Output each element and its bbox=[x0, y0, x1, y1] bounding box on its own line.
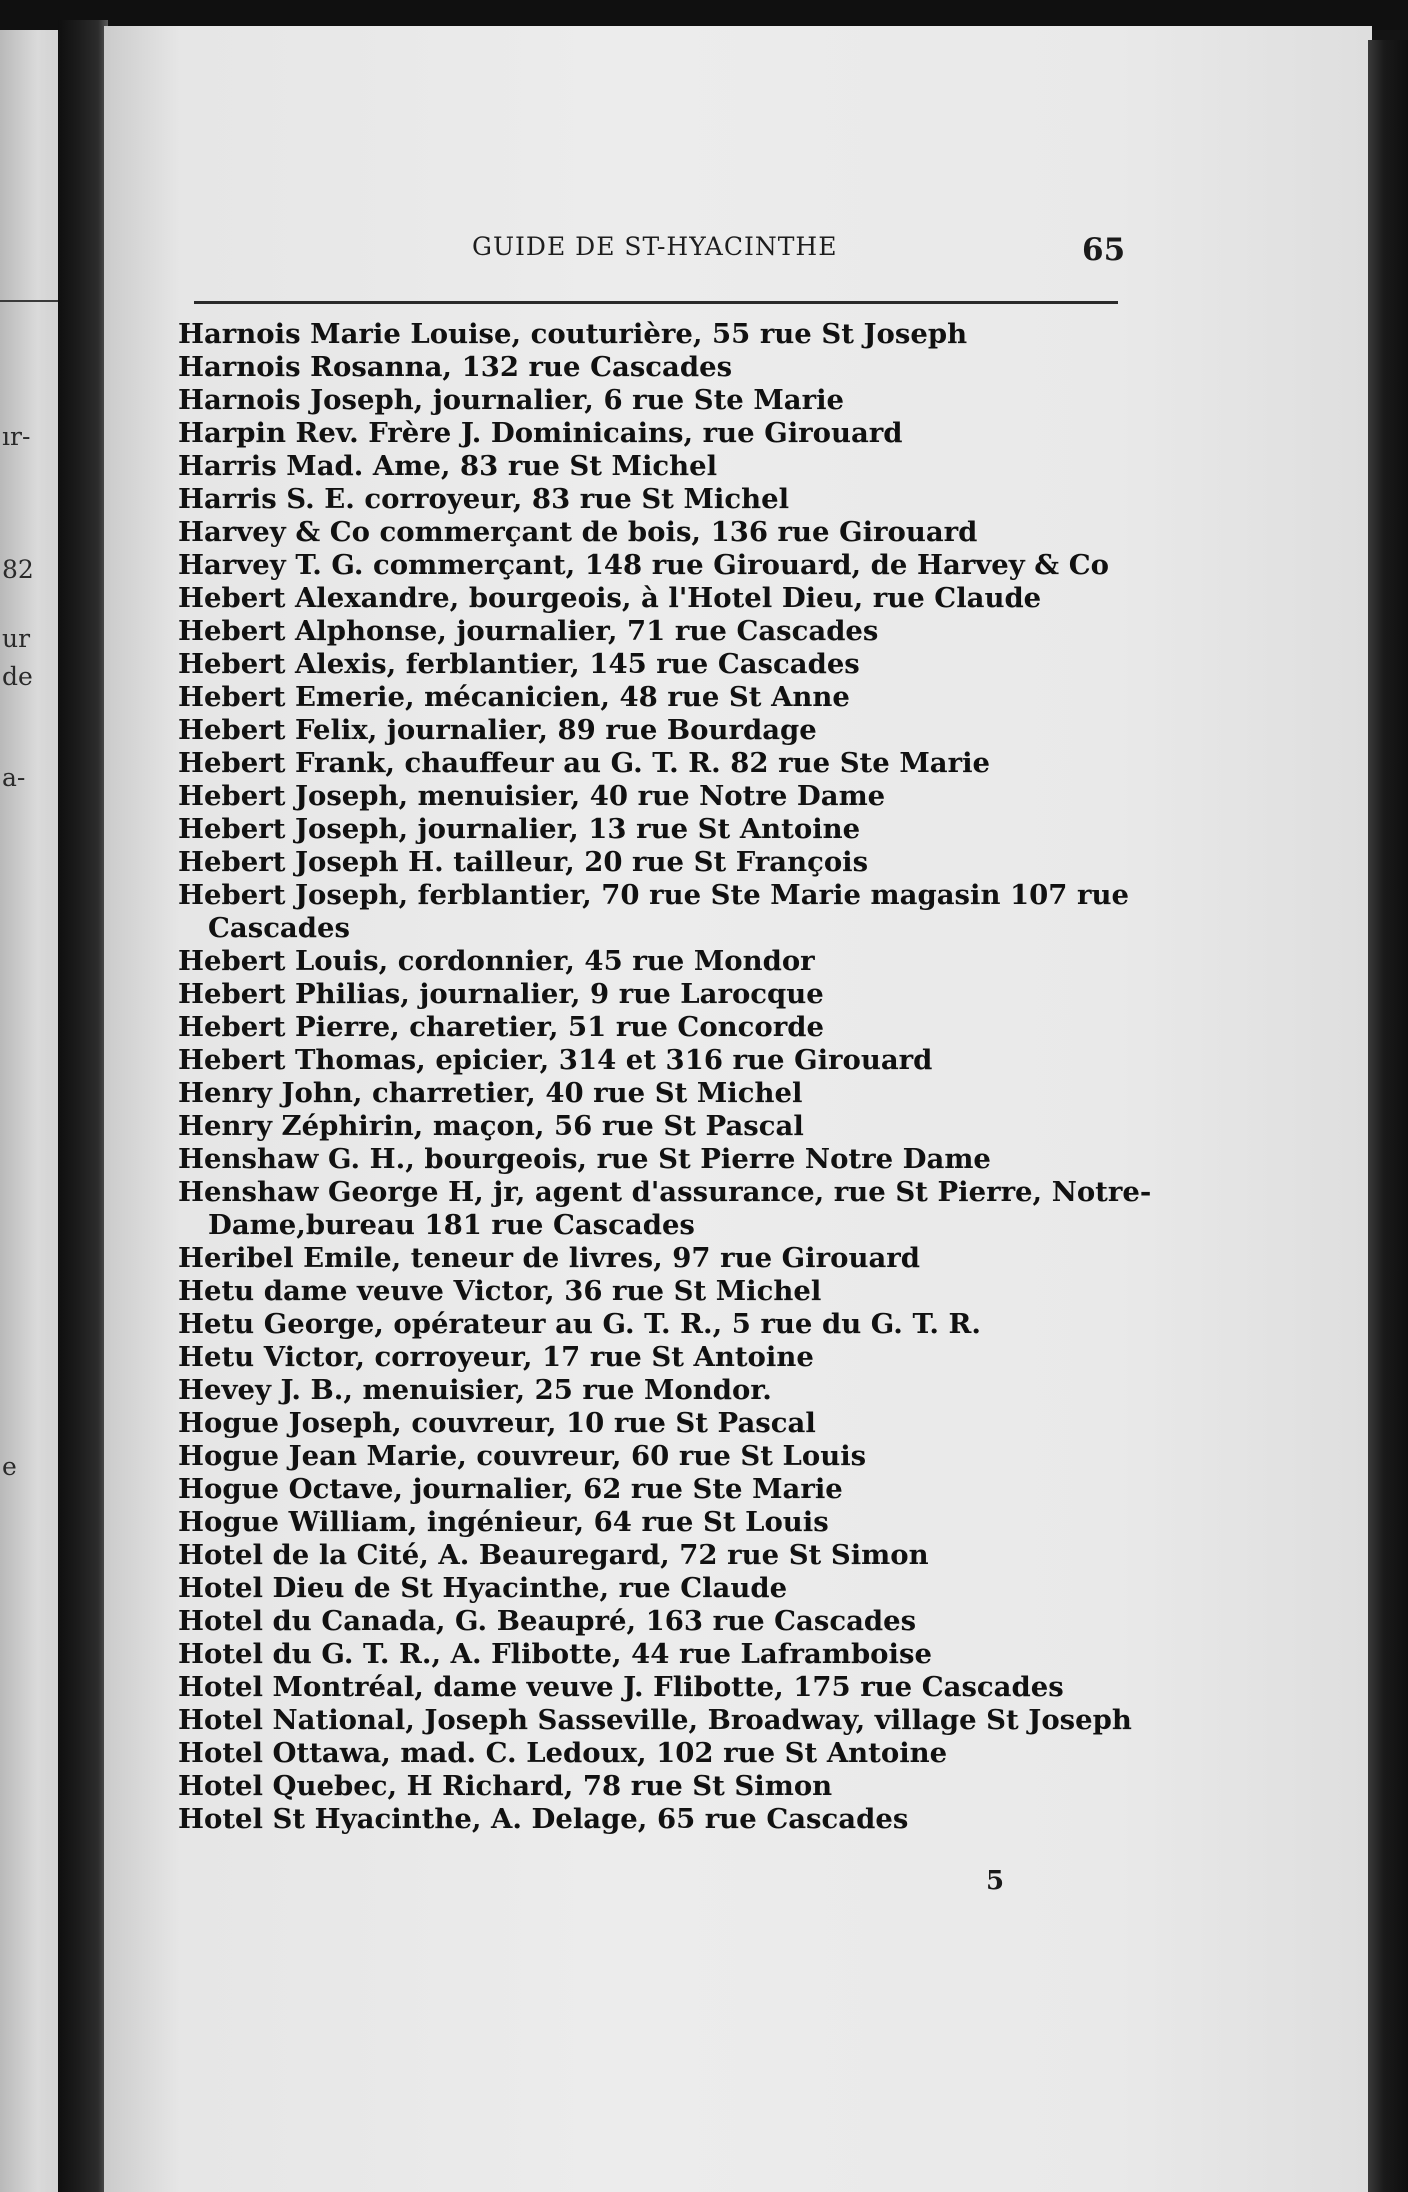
entry-text: Hebert Philias, journalier, 9 rue Larocque bbox=[178, 978, 824, 1010]
entry-text: Hogue Joseph, couvreur, 10 rue St Pascal bbox=[178, 1407, 816, 1439]
directory-entry bbox=[178, 747, 1138, 780]
entry-text: Hebert Alphonse, journalier, 71 rue Cascades bbox=[178, 615, 879, 647]
directory-entry bbox=[178, 945, 1138, 978]
entry-text: Harnois Marie Louise, couturière, 55 rue St Joseph bbox=[178, 318, 968, 350]
entry-text: Hebert Frank, chauffeur au G. T. R. 82 rue Ste Marie bbox=[178, 747, 991, 779]
directory-entry bbox=[178, 1374, 1138, 1407]
margin-fragment: 82 bbox=[2, 555, 34, 584]
directory-entry bbox=[178, 450, 1138, 483]
entry-continuation: Dame,bureau 181 rue Cascades bbox=[208, 1209, 695, 1241]
directory-entry bbox=[178, 813, 1138, 846]
entry-text: Hetu Victor, corroyeur, 17 rue St Antoine bbox=[178, 1341, 814, 1373]
directory-entry bbox=[178, 615, 1138, 648]
directory-entry bbox=[178, 1770, 1138, 1803]
directory-entry bbox=[178, 1407, 1138, 1440]
entry-text: Hebert Thomas, epicier, 314 et 316 rue Girouard bbox=[178, 1044, 933, 1076]
margin-fragment: ur bbox=[2, 624, 31, 653]
entry-text: Hebert Louis, cordonnier, 45 rue Mondor bbox=[178, 945, 815, 977]
entry-text: Harvey T. G. commerçant, 148 rue Girouard, de Harvey & Co bbox=[178, 549, 1109, 581]
entry-text: Hotel de la Cité, A. Beauregard, 72 rue St Simon bbox=[178, 1539, 929, 1571]
book-gutter bbox=[58, 20, 108, 2192]
entry-text: Hotel National, Joseph Sasseville, Broadway, village St Joseph bbox=[178, 1704, 1132, 1736]
entry-text: Hetu dame veuve Victor, 36 rue St Michel bbox=[178, 1275, 822, 1307]
entry-text: Hotel Ottawa, mad. C. Ledoux, 102 rue St Antoine bbox=[178, 1737, 948, 1769]
entry-text: Hotel Quebec, H Richard, 78 rue St Simon bbox=[178, 1770, 833, 1802]
entry-text: Hebert Emerie, mécanicien, 48 rue St Anne bbox=[178, 681, 850, 713]
entry-text: Harnois Joseph, journalier, 6 rue Ste Marie bbox=[178, 384, 845, 416]
directory-entry bbox=[178, 417, 1138, 450]
directory-entry bbox=[178, 1308, 1138, 1341]
entry-text: Henshaw George H, jr, agent d'assurance, rue St Pierre, Notre- bbox=[178, 1176, 1152, 1208]
directory-entry bbox=[178, 714, 1138, 747]
directory-entry bbox=[178, 1704, 1138, 1737]
directory-entry bbox=[178, 780, 1138, 813]
entry-text: Hebert Felix, journalier, 89 rue Bourdage bbox=[178, 714, 817, 746]
directory-entry bbox=[178, 1539, 1138, 1572]
margin-fragment: a- bbox=[2, 763, 26, 792]
directory-entry bbox=[178, 1506, 1138, 1539]
directory-entry bbox=[178, 1110, 1138, 1143]
entry-text: Hotel du Canada, G. Beaupré, 163 rue Cascades bbox=[178, 1605, 917, 1637]
entry-text: Harris Mad. Ame, 83 rue St Michel bbox=[178, 450, 718, 482]
directory-entry bbox=[178, 681, 1138, 714]
directory-entry bbox=[178, 384, 1138, 417]
directory-entry bbox=[178, 1044, 1138, 1077]
directory-entry bbox=[178, 879, 1138, 945]
entry-text: Harpin Rev. Frère J. Dominicains, rue Girouard bbox=[178, 417, 903, 449]
entry-text: Hebert Joseph, journalier, 13 rue St Antoine bbox=[178, 813, 861, 845]
directory-entry bbox=[178, 1572, 1138, 1605]
directory-entry bbox=[178, 1242, 1138, 1275]
header-rule bbox=[194, 301, 1118, 304]
directory-entry bbox=[178, 549, 1138, 582]
directory-entry bbox=[178, 1671, 1138, 1704]
entry-text: Hotel St Hyacinthe, A. Delage, 65 rue Cascades bbox=[178, 1803, 909, 1835]
margin-fragment: e bbox=[2, 1452, 17, 1481]
entry-text: Harvey & Co commerçant de bois, 136 rue Girouard bbox=[178, 516, 978, 548]
entry-text: Hotel du G. T. R., A. Flibotte, 44 rue Laframboise bbox=[178, 1638, 932, 1670]
running-header: GUIDE DE ST-HYACINTHE bbox=[472, 232, 838, 261]
directory-entry bbox=[178, 1176, 1152, 1242]
entry-text: Henshaw G. H., bourgeois, rue St Pierre Notre Dame bbox=[178, 1143, 991, 1175]
directory-entry bbox=[178, 1473, 1138, 1506]
directory-entry bbox=[178, 978, 1138, 1011]
directory-entry bbox=[178, 1440, 1138, 1473]
directory-entry bbox=[178, 1341, 1138, 1374]
entry-text: Hebert Joseph, menuisier, 40 rue Notre Dame bbox=[178, 780, 886, 812]
entry-text: Hogue Jean Marie, couvreur, 60 rue St Louis bbox=[178, 1440, 867, 1472]
directory-entry bbox=[178, 1011, 1138, 1044]
directory-entry bbox=[178, 1737, 1138, 1770]
entry-text: Heribel Emile, teneur de livres, 97 rue Girouard bbox=[178, 1242, 920, 1274]
directory-entry bbox=[178, 1638, 1138, 1671]
entry-text: Henry Zéphirin, maçon, 56 rue St Pascal bbox=[178, 1110, 804, 1142]
entry-continuation: Cascades bbox=[208, 912, 350, 944]
entry-text: Hotel Dieu de St Hyacinthe, rue Claude bbox=[178, 1572, 788, 1604]
scan-right-border bbox=[1368, 40, 1408, 2192]
entry-text: Hebert Pierre, charetier, 51 rue Concorde bbox=[178, 1011, 824, 1043]
entry-text: Hebert Joseph, ferblantier, 70 rue Ste Marie magasin 107 rue bbox=[178, 879, 1129, 911]
directory-entry bbox=[178, 351, 1138, 384]
directory-entry bbox=[178, 1275, 1138, 1308]
entry-text: Henry John, charretier, 40 rue St Michel bbox=[178, 1077, 803, 1109]
directory-entry bbox=[178, 648, 1138, 681]
directory-entry bbox=[178, 1605, 1138, 1638]
directory-entry bbox=[178, 1077, 1138, 1110]
directory-entry bbox=[178, 516, 1138, 549]
directory-entry bbox=[178, 1803, 1138, 1836]
entry-text: Hevey J. B., menuisier, 25 rue Mondor. bbox=[178, 1374, 772, 1406]
margin-fragment: de bbox=[2, 662, 33, 691]
directory-entry bbox=[178, 846, 1138, 879]
entry-text: Hogue Octave, journalier, 62 rue Ste Marie bbox=[178, 1473, 843, 1505]
margin-fragment: ır- bbox=[2, 422, 31, 451]
entry-text: Hogue William, ingénieur, 64 rue St Louis bbox=[178, 1506, 829, 1538]
page-number: 65 bbox=[1082, 232, 1126, 268]
directory-listing bbox=[178, 318, 1152, 1836]
signature-mark: 5 bbox=[986, 1866, 1005, 1896]
directory-entry bbox=[178, 582, 1138, 615]
directory-entry bbox=[178, 483, 1138, 516]
facing-page-rule bbox=[0, 300, 64, 302]
entry-text: Hebert Alexis, ferblantier, 145 rue Cascades bbox=[178, 648, 860, 680]
entry-text: Hebert Alexandre, bourgeois, à l'Hotel Dieu, rue Claude bbox=[178, 582, 1042, 614]
entry-text: Harris S. E. corroyeur, 83 rue St Michel bbox=[178, 483, 790, 515]
directory-entry bbox=[178, 318, 1138, 351]
directory-entry bbox=[178, 1143, 1138, 1176]
entry-text: Hotel Montréal, dame veuve J. Flibotte, 175 rue Cascades bbox=[178, 1671, 1064, 1703]
entry-text: Harnois Rosanna, 132 rue Cascades bbox=[178, 351, 733, 383]
entry-text: Hetu George, opérateur au G. T. R., 5 rue du G. T. R. bbox=[178, 1308, 981, 1340]
entry-text: Hebert Joseph H. tailleur, 20 rue St François bbox=[178, 846, 869, 878]
